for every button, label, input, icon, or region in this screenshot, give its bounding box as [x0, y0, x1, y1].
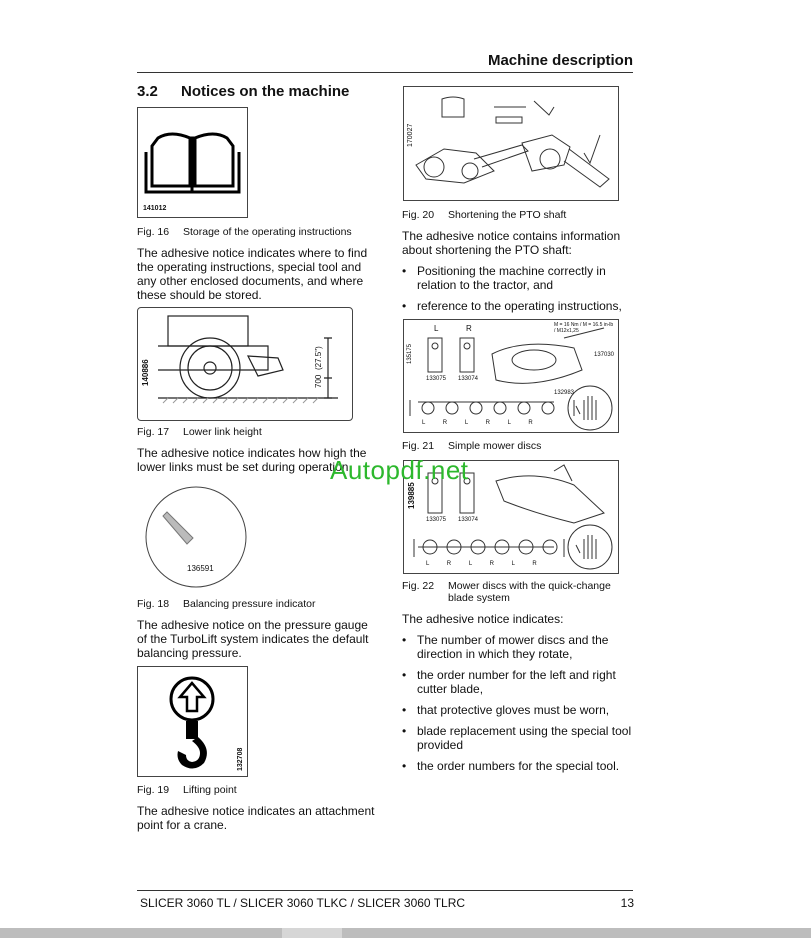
para-fig17: The adhesive notice indicates how high the lower links must be set during operation. [137, 446, 367, 474]
fig22-rotation-order [426, 561, 537, 567]
para-fig18: The adhesive notice on the pressure gauge of the TurboLift system indicates the default balancing pressure. [137, 618, 369, 660]
order-label: L [422, 420, 426, 426]
pto-shaft-icon [404, 87, 618, 200]
fig21-label-left: L [434, 324, 439, 333]
bullets-fig22 [402, 633, 632, 780]
fig18-code: 136591 [187, 564, 214, 573]
section-number: 3.2 [137, 83, 158, 100]
fig19-caption-text: Lifting point [183, 784, 237, 796]
fig22-number: Fig. 22 [402, 580, 435, 592]
fig16-number: Fig. 16 [137, 226, 170, 238]
order-label: R [528, 420, 533, 426]
fig16-book-image [137, 107, 248, 218]
fig17-lower-link-image [137, 307, 353, 421]
fig21-mower-discs-image [403, 319, 619, 433]
fig17-number: Fig. 17 [137, 426, 170, 438]
list-item: • the order numbers for the special tool. [402, 759, 632, 773]
order-label: R [485, 420, 490, 426]
list-item: • blade replacement using the special tool provided [402, 724, 632, 752]
fig19-caption [137, 784, 237, 796]
fig21-part4: 132983 [554, 390, 575, 396]
fig21-label-right: R [466, 324, 472, 333]
fig17-dim1: 700 [314, 374, 323, 388]
book-icon [138, 108, 247, 217]
scrollbar-track-left [0, 928, 282, 938]
para-fig22: The adhesive notice indicates: [402, 612, 564, 626]
fig17-caption-text: Lower link height [183, 426, 262, 438]
fig20-code: 170027 [407, 123, 414, 147]
fig19-lifting-image [137, 666, 248, 777]
fig21-rotation-order [422, 420, 533, 426]
order-label: L [507, 420, 511, 426]
order-label: R [446, 561, 452, 567]
order-label: R [532, 561, 537, 567]
order-label: L [464, 420, 468, 426]
order-label: L [426, 561, 430, 567]
fig19-code: 132708 [237, 747, 244, 771]
list-item: • reference to the operating instructions, [402, 299, 632, 313]
fig21-torque-note: M = 16 Nm / M = 16.5 in-lb / M12x1,25 [554, 322, 614, 334]
fig22-caption [402, 580, 632, 604]
fig21-caption [402, 440, 541, 452]
fig16-code: 141012 [143, 205, 167, 212]
fig21-code: 135175 [407, 343, 413, 364]
page-number: 13 [620, 896, 634, 910]
order-label: L [511, 561, 515, 567]
fig16-caption-text: Storage of the operating instructions [183, 226, 352, 238]
para-fig19: The adhesive notice indicates an attachment point for a crane. [137, 804, 375, 832]
footer-divider [137, 890, 633, 891]
list-item: • the order number for the left and right cutter blade, [402, 668, 632, 696]
fig21-part3: 137030 [594, 352, 615, 358]
fig22-caption-text: Mower discs with the quick-change blade system [448, 580, 611, 604]
fig18-caption-text: Balancing pressure indicator [183, 598, 316, 610]
fig22-part2: 133074 [458, 517, 479, 523]
order-label: R [489, 561, 494, 567]
fig22-part1: 133075 [426, 517, 447, 523]
order-label: L [468, 561, 472, 567]
section-title: Notices on the machine [181, 83, 350, 100]
watermark: Autopdf.net [330, 455, 469, 485]
fig20-pto-image [403, 86, 619, 201]
footer-model-names: SLICER 3060 TL / SLICER 3060 TLKC / SLICER 3060 TLRC [140, 896, 466, 910]
horizontal-scrollbar[interactable] [0, 928, 811, 938]
fig21-caption-text: Simple mower discs [448, 440, 542, 452]
order-label: R [442, 420, 448, 426]
fig16-caption [137, 226, 352, 238]
list-item: • Positioning the machine correctly in relation to the tractor, and [402, 264, 632, 292]
fig19-number: Fig. 19 [137, 784, 170, 796]
fig21-number: Fig. 21 [402, 440, 435, 452]
fig22-code: 139885 [407, 482, 416, 509]
section-heading [137, 83, 349, 100]
fig20-caption [402, 209, 566, 221]
fig20-number: Fig. 20 [402, 209, 435, 221]
para-fig16: The adhesive notice indicates where to find the operating instructions, special tool and any other enclosed documents, and where these should be stored. [137, 246, 368, 302]
fig20-caption-text: Shortening the PTO shaft [448, 209, 567, 221]
list-item: • The number of mower discs and the direction in which they rotate, [402, 633, 632, 661]
para-fig20: The adhesive notice contains information about shortening the PTO shaft: [402, 229, 621, 257]
fig18-caption [137, 598, 316, 610]
fig17-dim2: (27.5") [314, 346, 323, 370]
fig18-gauge-image [145, 486, 247, 588]
header-title: Machine description [487, 52, 633, 69]
fig21-part1: 133075 [426, 376, 447, 382]
header-divider [137, 72, 633, 73]
lifting-hook-icon [138, 667, 247, 776]
fig21-part2: 133074 [458, 376, 479, 382]
list-item: • that protective gloves must be worn, [402, 703, 632, 717]
bullets-fig20 [402, 264, 632, 320]
fig18-number: Fig. 18 [137, 598, 170, 610]
fig17-code: 140886 [141, 359, 150, 386]
scrollbar-track-right [342, 928, 811, 938]
fig17-caption [137, 426, 262, 438]
